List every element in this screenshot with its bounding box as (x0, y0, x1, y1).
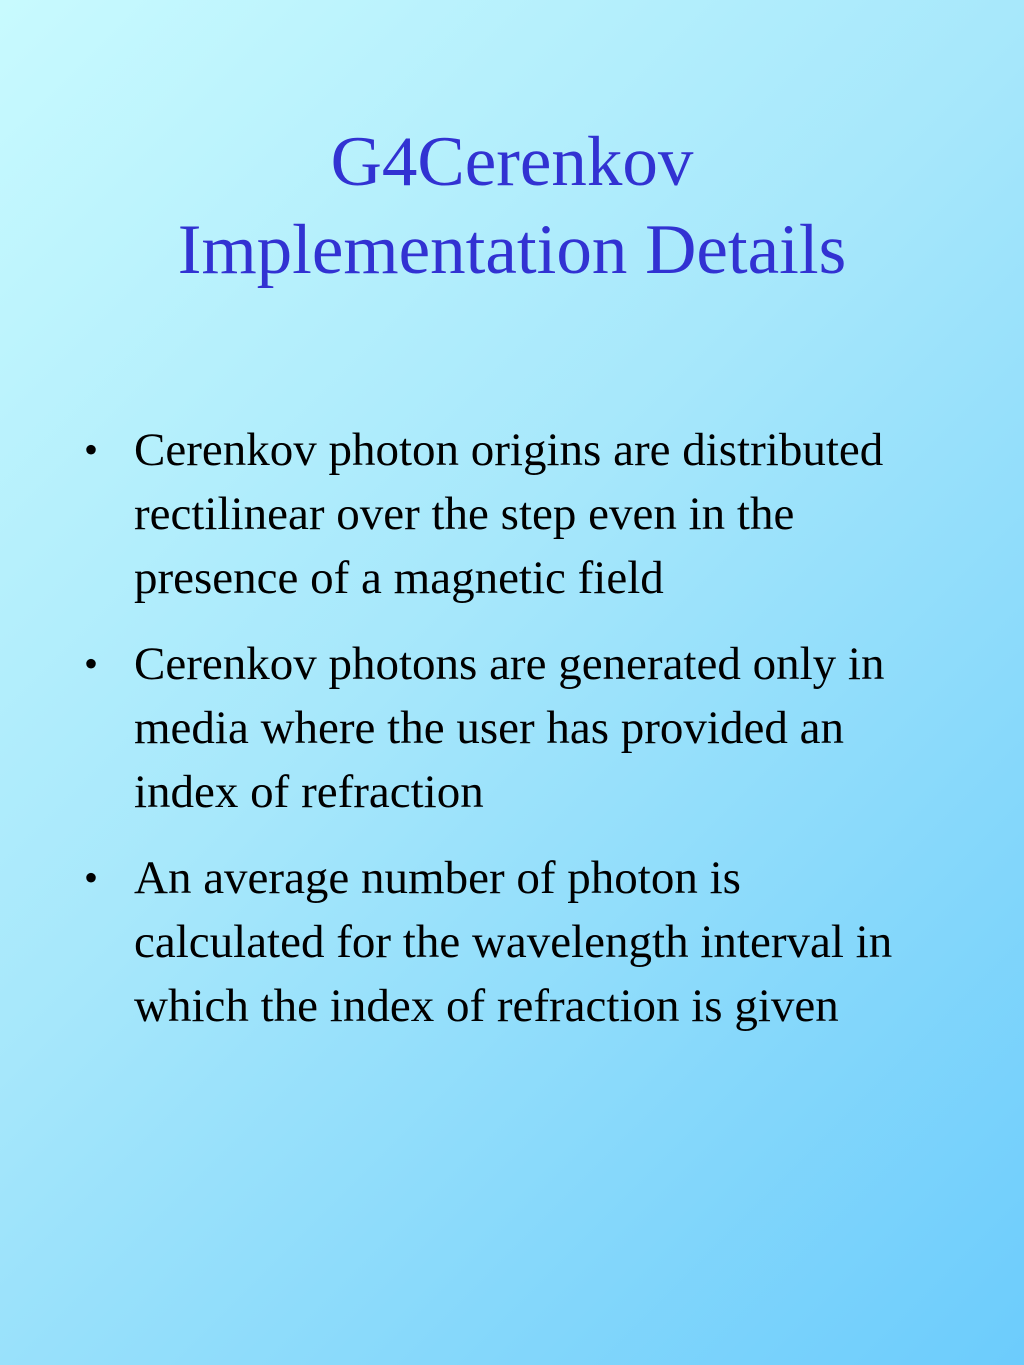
bullet-text: An average number of photon is calculated for the wavelength interval in which the index of refraction is given (134, 852, 893, 1032)
bullet-item (82, 632, 912, 824)
slide-title (0, 118, 1024, 294)
slide-title-line-2: Implementation Details (177, 211, 847, 289)
bullet-text: Cerenkov photons are generated only in media where the user has provided an index of refraction (134, 638, 885, 818)
bullet-text: Cerenkov photon origins are distributed rectilinear over the step even in the presence of a magnetic field (134, 424, 884, 604)
bullet-item (82, 418, 912, 610)
bullet-icon: • (84, 427, 99, 472)
bullet-item (82, 846, 912, 1038)
bullet-list (82, 418, 912, 1060)
bullet-icon: • (84, 855, 99, 900)
slide-title-line-1: G4Cerenkov (330, 123, 694, 201)
bullet-icon: • (84, 641, 99, 686)
